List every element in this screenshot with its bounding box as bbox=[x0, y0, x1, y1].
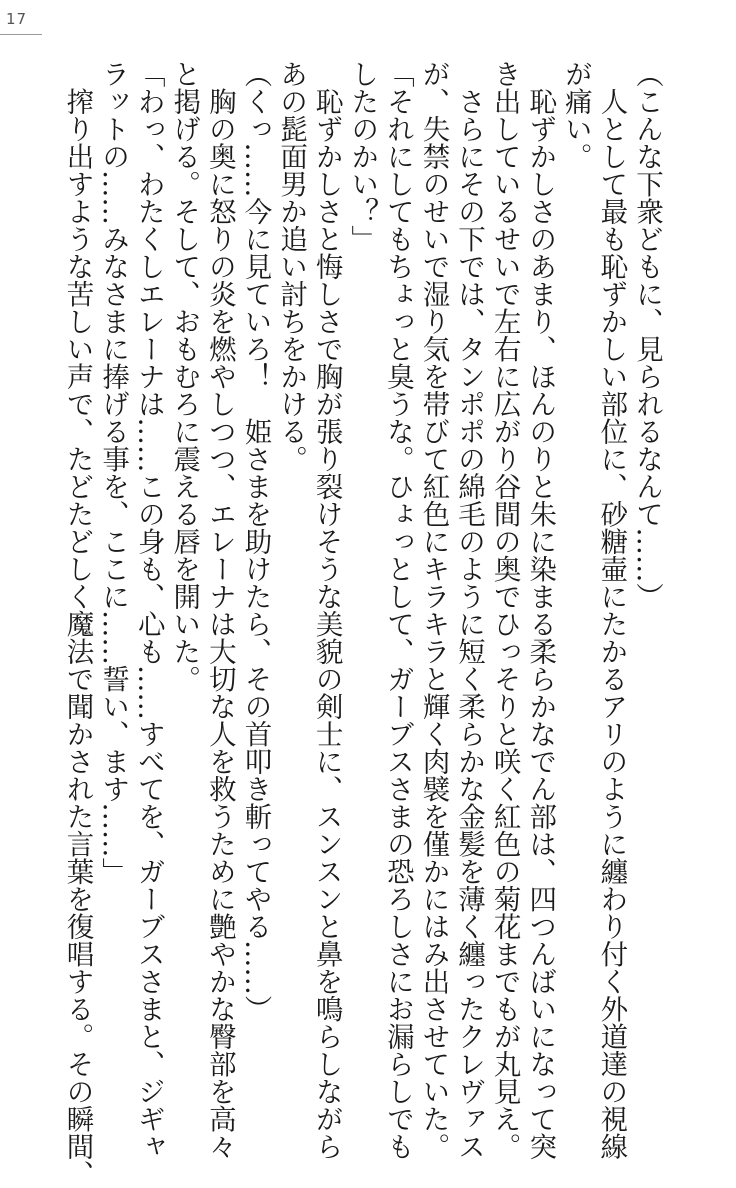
text-line: 恥ずかしさと悔しさで胸が張り裂けそうな美貌の剣士に、スンスンと鼻を鳴らしながら bbox=[310, 60, 343, 1160]
text-line: 恥ずかしさのあまり、ほんのりと朱に染まる柔らかなでん部は、四つんばいになって突 bbox=[524, 60, 557, 1160]
text-line: が痛い。 bbox=[559, 60, 592, 170]
page-number: 17 bbox=[6, 10, 28, 28]
text-line: （こんな下衆どもに、見られるなんて……） bbox=[631, 60, 663, 610]
text-line: 「それにしてもちょっと臭うな。ひょっとして、ガーブスさまの恐ろしさにお漏らしでも bbox=[381, 60, 414, 1160]
novel-text-body bbox=[59, 60, 664, 1188]
text-line: ラットの……みなさまに捧げる事を、ここに……誓い、ます……」 bbox=[97, 60, 130, 885]
text-line: あの髭面男か追い討ちをかける。 bbox=[275, 60, 308, 473]
text-line: き出しているせいで左右に広がり谷間の奥でひっそりと咲く紅色の菊花までもが丸見え。 bbox=[488, 60, 521, 1160]
text-line: したのかい？」 bbox=[346, 60, 379, 253]
text-line: （くっ……今に見ていろ！ 姫さまを助けたら、その首叩き斬ってやる……） bbox=[239, 60, 272, 1023]
text-line: 胸の奥に怒りの炎を燃やしつつ、エレーナは大切な人を救うために艶やかな臀部を高々 bbox=[203, 60, 236, 1160]
text-line: 「わっ、わたくしエレーナは……この身も、心も……すべてを、ガーブスさまと、ジギャ bbox=[132, 60, 165, 1160]
text-line: 搾り出すような苦しい声で、たどたどしく魔法で聞かされた言葉を復唱する。その瞬間、 bbox=[61, 60, 94, 1188]
page-number-divider bbox=[0, 34, 42, 35]
text-line: と掲げる。そして、おもむろに震える唇を開いた。 bbox=[168, 60, 201, 693]
text-line: 人として最も恥ずかしい部位に、砂糖壷にたかるアリのように纏わり付く外道達の視線 bbox=[595, 60, 628, 1160]
text-line: が、失禁のせいで湿り気を帯びて紅色にキラキラと輝く肉襞を僅かにはみ出させていた。 bbox=[417, 60, 450, 1160]
text-line: さらにその下では、タンポポの綿毛のように短く柔らかな金髪を薄く纏ったクレヴァス bbox=[453, 60, 486, 1160]
